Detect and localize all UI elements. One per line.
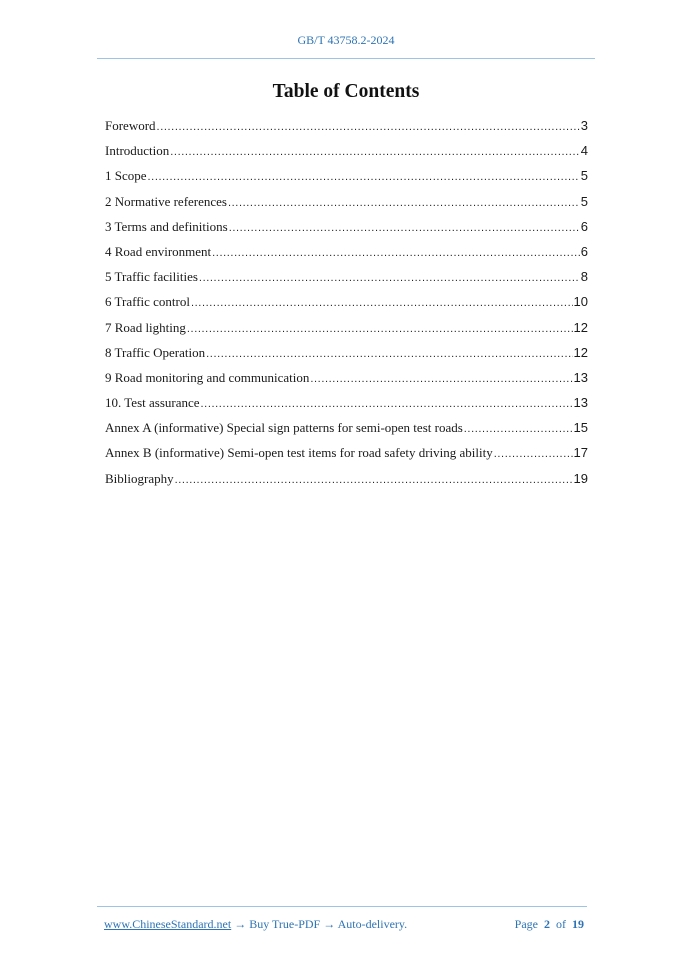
toc-entry[interactable] bbox=[105, 445, 588, 470]
toc-entry-label: 8 Traffic Operation bbox=[105, 344, 206, 360]
toc-entry-page: 10 bbox=[573, 294, 588, 310]
toc-entry[interactable] bbox=[105, 244, 588, 269]
toc-dot-leader bbox=[494, 448, 573, 460]
page-total: 19 bbox=[572, 917, 584, 931]
toc-entry-page: 6 bbox=[580, 243, 588, 259]
standard-code: GB/T 43758.2-2024 bbox=[297, 33, 395, 47]
toc-dot-leader bbox=[187, 323, 573, 335]
toc-dot-leader bbox=[229, 222, 580, 234]
toc-entry-label: 2 Normative references bbox=[105, 193, 227, 209]
page-word: Page bbox=[514, 917, 538, 931]
toc-entry-label: 1 Scope bbox=[105, 168, 147, 184]
toc-dot-leader bbox=[191, 297, 573, 309]
auto-delivery-text: Auto-delivery. bbox=[337, 917, 408, 931]
footer-promo bbox=[104, 917, 407, 932]
toc-entry-page: 13 bbox=[573, 395, 588, 411]
toc-entry-label: 9 Road monitoring and communication bbox=[105, 369, 310, 385]
toc-entry[interactable] bbox=[105, 269, 588, 294]
page-footer bbox=[104, 917, 584, 932]
toc-entry-page: 3 bbox=[580, 118, 588, 133]
toc-entry-page: 4 bbox=[580, 143, 588, 159]
arrow-right-icon: → bbox=[231, 917, 250, 931]
toc-entry-page: 5 bbox=[580, 193, 588, 209]
toc-entry-label: 7 Road lighting bbox=[105, 319, 186, 335]
toc-dot-leader bbox=[175, 474, 573, 486]
toc-entry-label: 5 Traffic facilities bbox=[105, 269, 198, 285]
toc-entry[interactable] bbox=[105, 471, 588, 496]
toc-entry-label: Bibliography bbox=[105, 470, 174, 486]
arrow-right-icon: → bbox=[320, 917, 338, 931]
toc-entry-page: 12 bbox=[573, 344, 588, 360]
toc-entry[interactable] bbox=[105, 194, 588, 219]
footer-divider bbox=[97, 906, 587, 907]
toc-dot-leader bbox=[148, 171, 580, 183]
toc-entry-label: Annex B (informative) Semi-open test items for road safety driving ability bbox=[105, 445, 493, 461]
toc-dot-leader bbox=[170, 146, 580, 158]
toc-dot-leader bbox=[201, 398, 573, 410]
toc-dot-leader bbox=[206, 348, 572, 360]
toc-entry-page: 13 bbox=[573, 369, 588, 385]
toc-entry-page: 5 bbox=[580, 168, 588, 184]
toc-entry-page: 17 bbox=[573, 445, 588, 461]
page-number bbox=[515, 917, 584, 932]
toc-entry-label: Introduction bbox=[105, 143, 170, 159]
toc-entry-page: 12 bbox=[573, 319, 588, 335]
toc-entry[interactable] bbox=[105, 219, 588, 244]
toc-entry[interactable] bbox=[105, 395, 588, 420]
page-title: Table of Contents bbox=[272, 81, 420, 102]
toc-entry[interactable] bbox=[105, 420, 588, 445]
toc-entry-page: 8 bbox=[580, 269, 588, 285]
toc-entry[interactable] bbox=[105, 320, 588, 345]
toc-entry-label: Annex A (informative) Special sign patterns for semi-open test roads bbox=[105, 420, 463, 436]
of-word: of bbox=[556, 917, 566, 931]
toc-entry-page: 19 bbox=[573, 470, 588, 486]
toc-entry-label: 6 Traffic control bbox=[105, 294, 190, 310]
toc-dot-leader bbox=[228, 197, 580, 209]
toc-entry[interactable] bbox=[105, 370, 588, 395]
toc-entry-label: 10. Test assurance bbox=[105, 395, 200, 411]
toc-entry[interactable] bbox=[105, 168, 588, 193]
header-divider bbox=[97, 58, 595, 59]
page-header bbox=[97, 33, 595, 48]
toc-entry-label: 3 Terms and definitions bbox=[105, 218, 228, 234]
toc-dot-leader bbox=[310, 373, 572, 385]
toc-entry[interactable] bbox=[105, 345, 588, 370]
toc-entry-page: 15 bbox=[573, 420, 588, 436]
table-of-contents bbox=[105, 118, 588, 496]
toc-entry-label: Foreword bbox=[105, 118, 156, 133]
toc-dot-leader bbox=[212, 247, 580, 259]
toc-entry[interactable] bbox=[105, 143, 588, 168]
toc-dot-leader bbox=[199, 272, 580, 284]
toc-dot-leader bbox=[157, 121, 580, 133]
toc-entry-page: 6 bbox=[580, 218, 588, 234]
toc-entry-label: 4 Road environment bbox=[105, 243, 212, 259]
buy-pdf-link[interactable]: Buy True-PDF bbox=[249, 917, 321, 931]
toc-dot-leader bbox=[464, 423, 573, 435]
page-current: 2 bbox=[544, 917, 550, 931]
toc-entry[interactable] bbox=[105, 118, 588, 143]
toc-entry[interactable] bbox=[105, 294, 588, 319]
site-link[interactable]: www.ChineseStandard.net bbox=[104, 917, 232, 931]
